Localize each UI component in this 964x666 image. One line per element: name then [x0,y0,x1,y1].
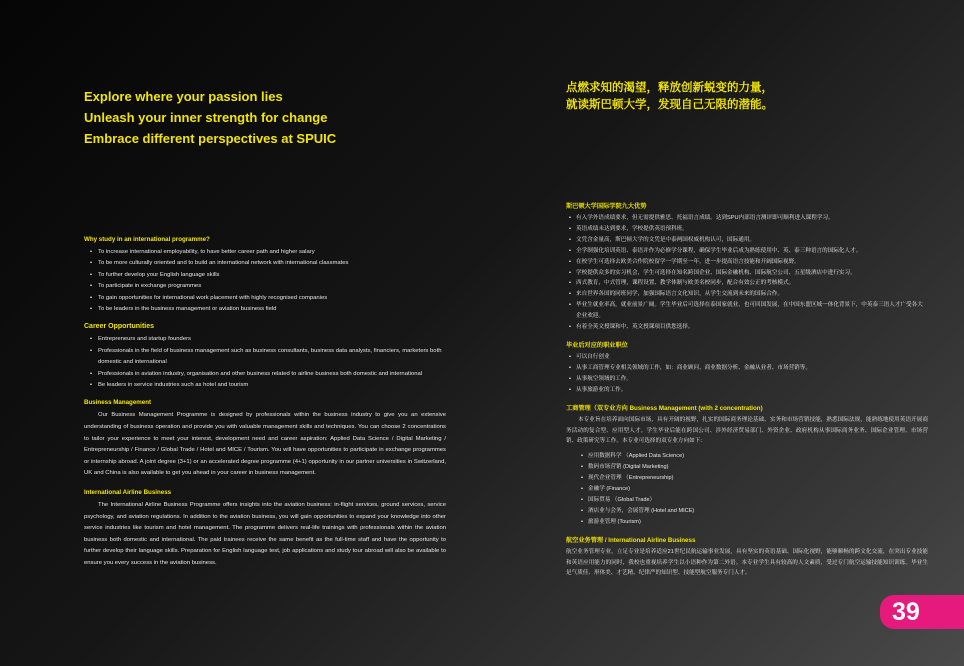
list-item: • 金融学 (Finance) [588,484,928,495]
list-item: • Professionals in aviation industry, organisation and other business related to airline business both domestic and international [98,369,446,380]
cn-headline-line-1: 点燃求知的渴望，释放创新蜕变的力量， [566,82,773,94]
chinese-column [566,80,928,583]
list-item: • 有着全英文授课和中、英文授课项目供您选择。 [576,322,928,333]
concentration-list [566,451,928,527]
career-opportunities-title: Career Opportunities [84,323,155,331]
career-opportunities-list [84,334,446,391]
airline-business-text: The International Airline Business Programme offers insights into the aviation business: in-flight services, ground services, service psychology, and aviation regulations. In addition to the aviation business, you will gain opportunities to expand your knowledge into other service industries like tourism and hotel management. The programme delivers real-life trainings with professionals within the aviation business both domestic and international. The paid trainees receive the same benefit as the full-time staff and have the opportunity to further develop their language skills. Preparation for English language test, job applications and study tour abroad will also be available to ensure you every success in the aviation business. [84,502,446,566]
list-item: • 旅游业管理 (Tourism) [588,517,928,528]
list-item: • 从事航空领域的工作。 [576,374,928,385]
headline-line-3: Embrace different perspectives at SPUIC [84,131,337,146]
list-item: • 有入学外语成绩要求，但无需提供雅思、托福语言成绩。达到SPU内部语言测评即可顺利进入课程学习。 [576,213,928,224]
list-item: • 学校提供众多的实习机会，学生可选择在知名跨国企业、国际金融机构、国际航空公司、五星级酒店中进行实习。 [576,268,928,279]
airline-business-title: International Airline Business [84,489,172,497]
english-headline [84,86,446,149]
cn-business-management-text: 本专业旨在培养面向国际市场，具有开阔的视野，扎实的国际商务理论基础、实务和市场营销技能，熟悉国际法规，能熟练地使用英语开展商务活动的复合型、应用型人才。学生毕业后能在跨国公司、涉外经济贸易部门、外资企业、政府机构从事国际商务业务、国际企业管理、市场营销、政策研究等工作。本专业可选择的双专业方向如下： [566,416,928,445]
list-item: • 毕业生就业率高，就业前景广阔。学生毕业后可选择在泰国家就业，也可回国发展，在中国东盟区域一体化背景下，中英泰三语人才广受各大企业欢迎。 [576,300,928,322]
list-item: • 酒店业与会务，会展管理 (Hotel and MICE) [588,506,928,517]
list-item: • 国际贸易 （Global Trade） [588,495,928,506]
list-item: • Professionals in the field of business management such as business consultants, business data analysts, financiers, marketers both domestic and international [98,346,446,369]
advantages-title: 斯巴顿大学国际学院九大优势 [566,203,647,210]
chinese-headline [566,80,928,114]
list-item: • 从事工商管理专业相关领域的工作，如：商业顾问、商业数据分析、金融从业者、市场营销等。 [576,363,928,374]
headline-line-1: Explore where your passion lies [84,89,283,104]
list-item: • To participate in exchange programmes [98,281,446,292]
list-item: • Be leaders in service industries such as hotel and tourism [98,380,446,391]
headline-line-2: Unleash your inner strength for change [84,110,328,125]
list-item: • 文凭含金量高，斯巴顿大学的文凭是中泰两国权威机构认可，国际通用。 [576,235,928,246]
cn-career-list [566,352,928,396]
list-item: • To gain opportunities for international work placement with highly recognised companies [98,293,446,304]
list-item: • 可以自行创业 [576,352,928,363]
list-item: • 现代企业管理 （Entrepreneurship) [588,473,928,484]
business-management-text: Our Business Management Programme is designed by professionals within the business industry to give you an extensive understanding of business operation and provide you with valuable management skills and techniques. You can choose 2 concentrations to tailor your experience to meet your interest, development need and career aspiration: Applied Data Science / Digital Marketing / Entrepreneurship / Finance / Global Trade / Hotel and MICE / Tourism. You will have opportunities to participate in exchange programmes or internship abroad. A joint degree (3+1) or an accelerated degree programme (4+1) opportunity in our partner universities in Switzerland, UK and China is also available to get you ahead in your career in business management. [84,412,446,477]
list-item: • 来自世界各国的同班同学，加强国际语言文化知识，从学生交流到未来的国际合作。 [576,289,928,300]
cn-airline-business-text: 航空业务管理专业，立足专业是培养适应21世纪民航运输事业发展，具有坚实的英语基础、国际化视野，能够顺畅的跨文化交流，在突出专业技能和英语应用能力的同时，我校也重视培养学生以小语种作为第二外语。本专业学生具有较高的人文素质，受过专门航空运输技能知识训练。毕业生是气质佳、形体美、才艺精、纪律严的知识型、技能型航空服务专门人才。 [566,548,928,577]
list-item: • 从事旅游业的工作。 [576,385,928,396]
why-study-title: Why study in an international programme? [84,236,210,243]
page-number-badge: 39 [880,595,964,629]
list-item: • 数码市场营销 (Digital Marketing) [588,462,928,473]
list-item: • 全学制强化培训英语、泰语并作为必修学分课程，确保学生毕业后成为熟练使用中、英、泰三种语言的国际化人才。 [576,246,928,257]
list-item: • 英语成绩未达到要求，学校提供英语预科班。 [576,224,928,235]
cn-airline-business-title: 航空业务管理 / International Airline Business [566,536,696,544]
cn-career-title: 毕业后对应的职业职位 [566,341,628,349]
cn-headline-line-2: 就读斯巴顿大学，发现自己无限的潜能。 [566,99,773,111]
list-item: • Entrepreneurs and startup founders [98,334,446,345]
business-management-title: Business Management [84,399,152,407]
english-column [84,86,446,578]
list-item: • 在校学生可选择去欧美合作院校留学一学期至一年，进一步提高语言技能和开阔国际视野。 [576,257,928,268]
list-item: • To be leaders in the business management or aviation business field [98,304,446,315]
cn-business-management-title: 工商管理（双专业方向 Business Management (with 2 concentration) [566,404,763,412]
list-item: • To further develop your English language skills [98,270,446,281]
list-item: • 应用数据科学 （Applied Data Science) [588,451,928,462]
why-study-list [84,247,446,315]
list-item: • To be more culturally oriented and to build an international network with international classmates [98,258,446,269]
list-item: • To increase international employability, to have better career path and higher salary [98,247,446,258]
list-item: • 西式教育，中式管理，课程设置、教学体制与欧美名校同步，配合有效公正的考核模式。 [576,278,928,289]
advantages-list [566,213,928,333]
